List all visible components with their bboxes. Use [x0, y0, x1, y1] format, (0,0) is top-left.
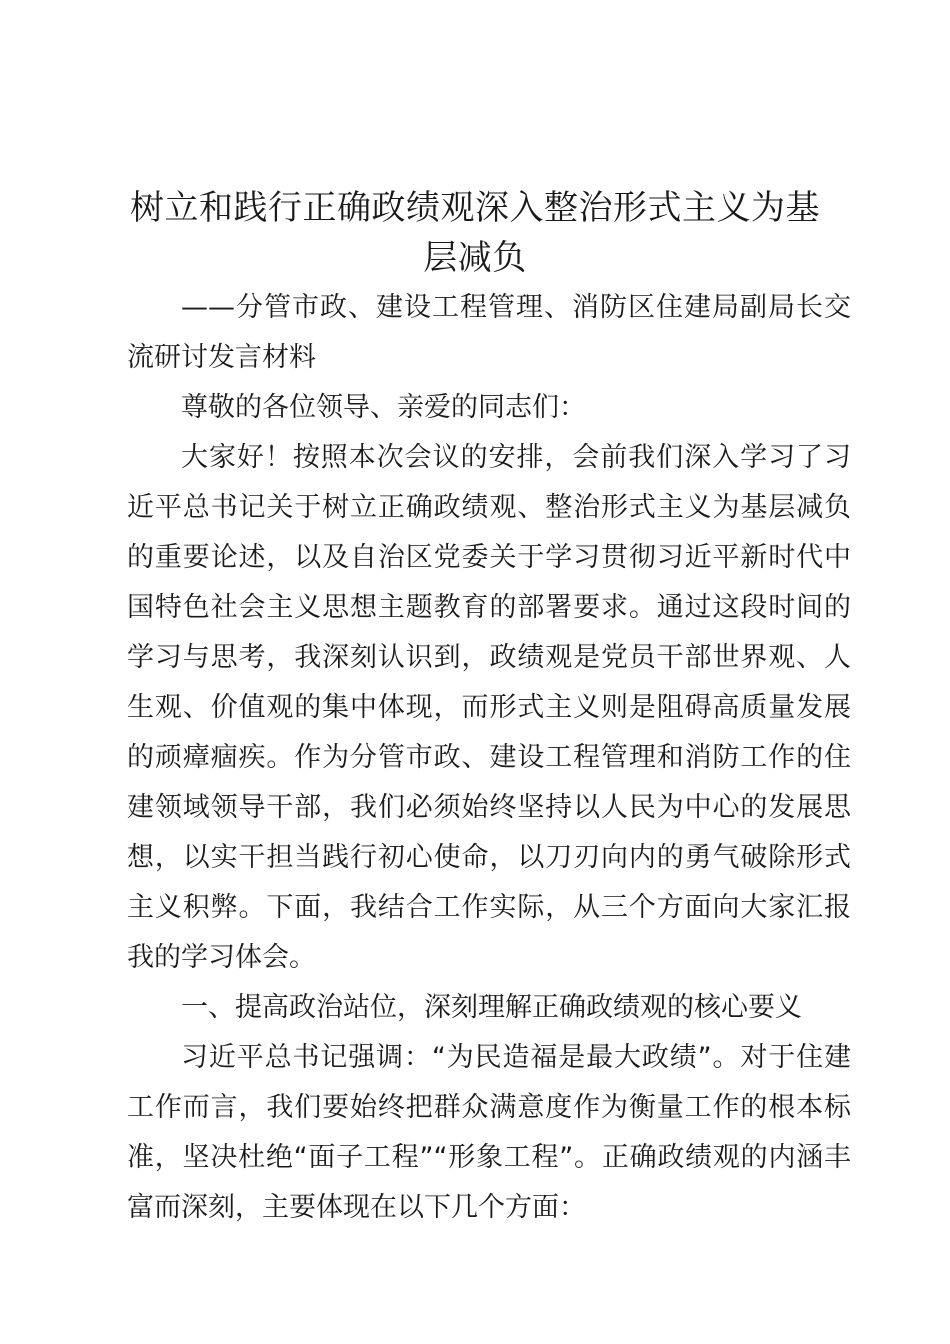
- document-title: 树立和践行正确政绩观深入整治形式主义为基层减负: [130, 188, 820, 278]
- salutation: 尊敬的各位领导、亲爱的同志们：: [181, 392, 586, 423]
- document-body: [127, 283, 851, 1233]
- paragraph-section-1: 习近平总书记强调：“为民造福是最大政绩”。对于住建工作而言，我们要始终把群众满意度作为衡量工作的根本标准，坚决杜绝“面子工程”“形象工程”。正确政绩观的内涵丰富而深刻，主要体现在以下几个方面：: [127, 1042, 851, 1223]
- paragraph-intro: 大家好！按照本次会议的安排，会前我们深入学习了习近平总书记关于树立正确政绩观、整治形式主义为基层减负的重要论述，以及自治区党委关于学习贯彻习近平新时代中国特色社会主义思想主题教育的部署要求。通过这段时间的学习与思考，我深刻认识到，政绩观是党员干部世界观、人生观、价值观的集中体现，而形式主义则是阻碍高质量发展的顽瘴痼疾。作为分管市政、建设工程管理和消防工作的住建领域领导干部，我们必须始终坚持以人民为中心的发展思想，以实干担当践行初心使命，以刀刃向内的勇气破除形式主义积弊。下面，我结合工作实际，从三个方面向大家汇报我的学习体会。: [127, 442, 851, 973]
- section-heading-1: 一、提高政治站位，深刻理解正确政绩观的核心要义: [181, 992, 802, 1023]
- document-subtitle: ——分管市政、建设工程管理、消防区住建局副局长交流研讨发言材料: [127, 292, 851, 373]
